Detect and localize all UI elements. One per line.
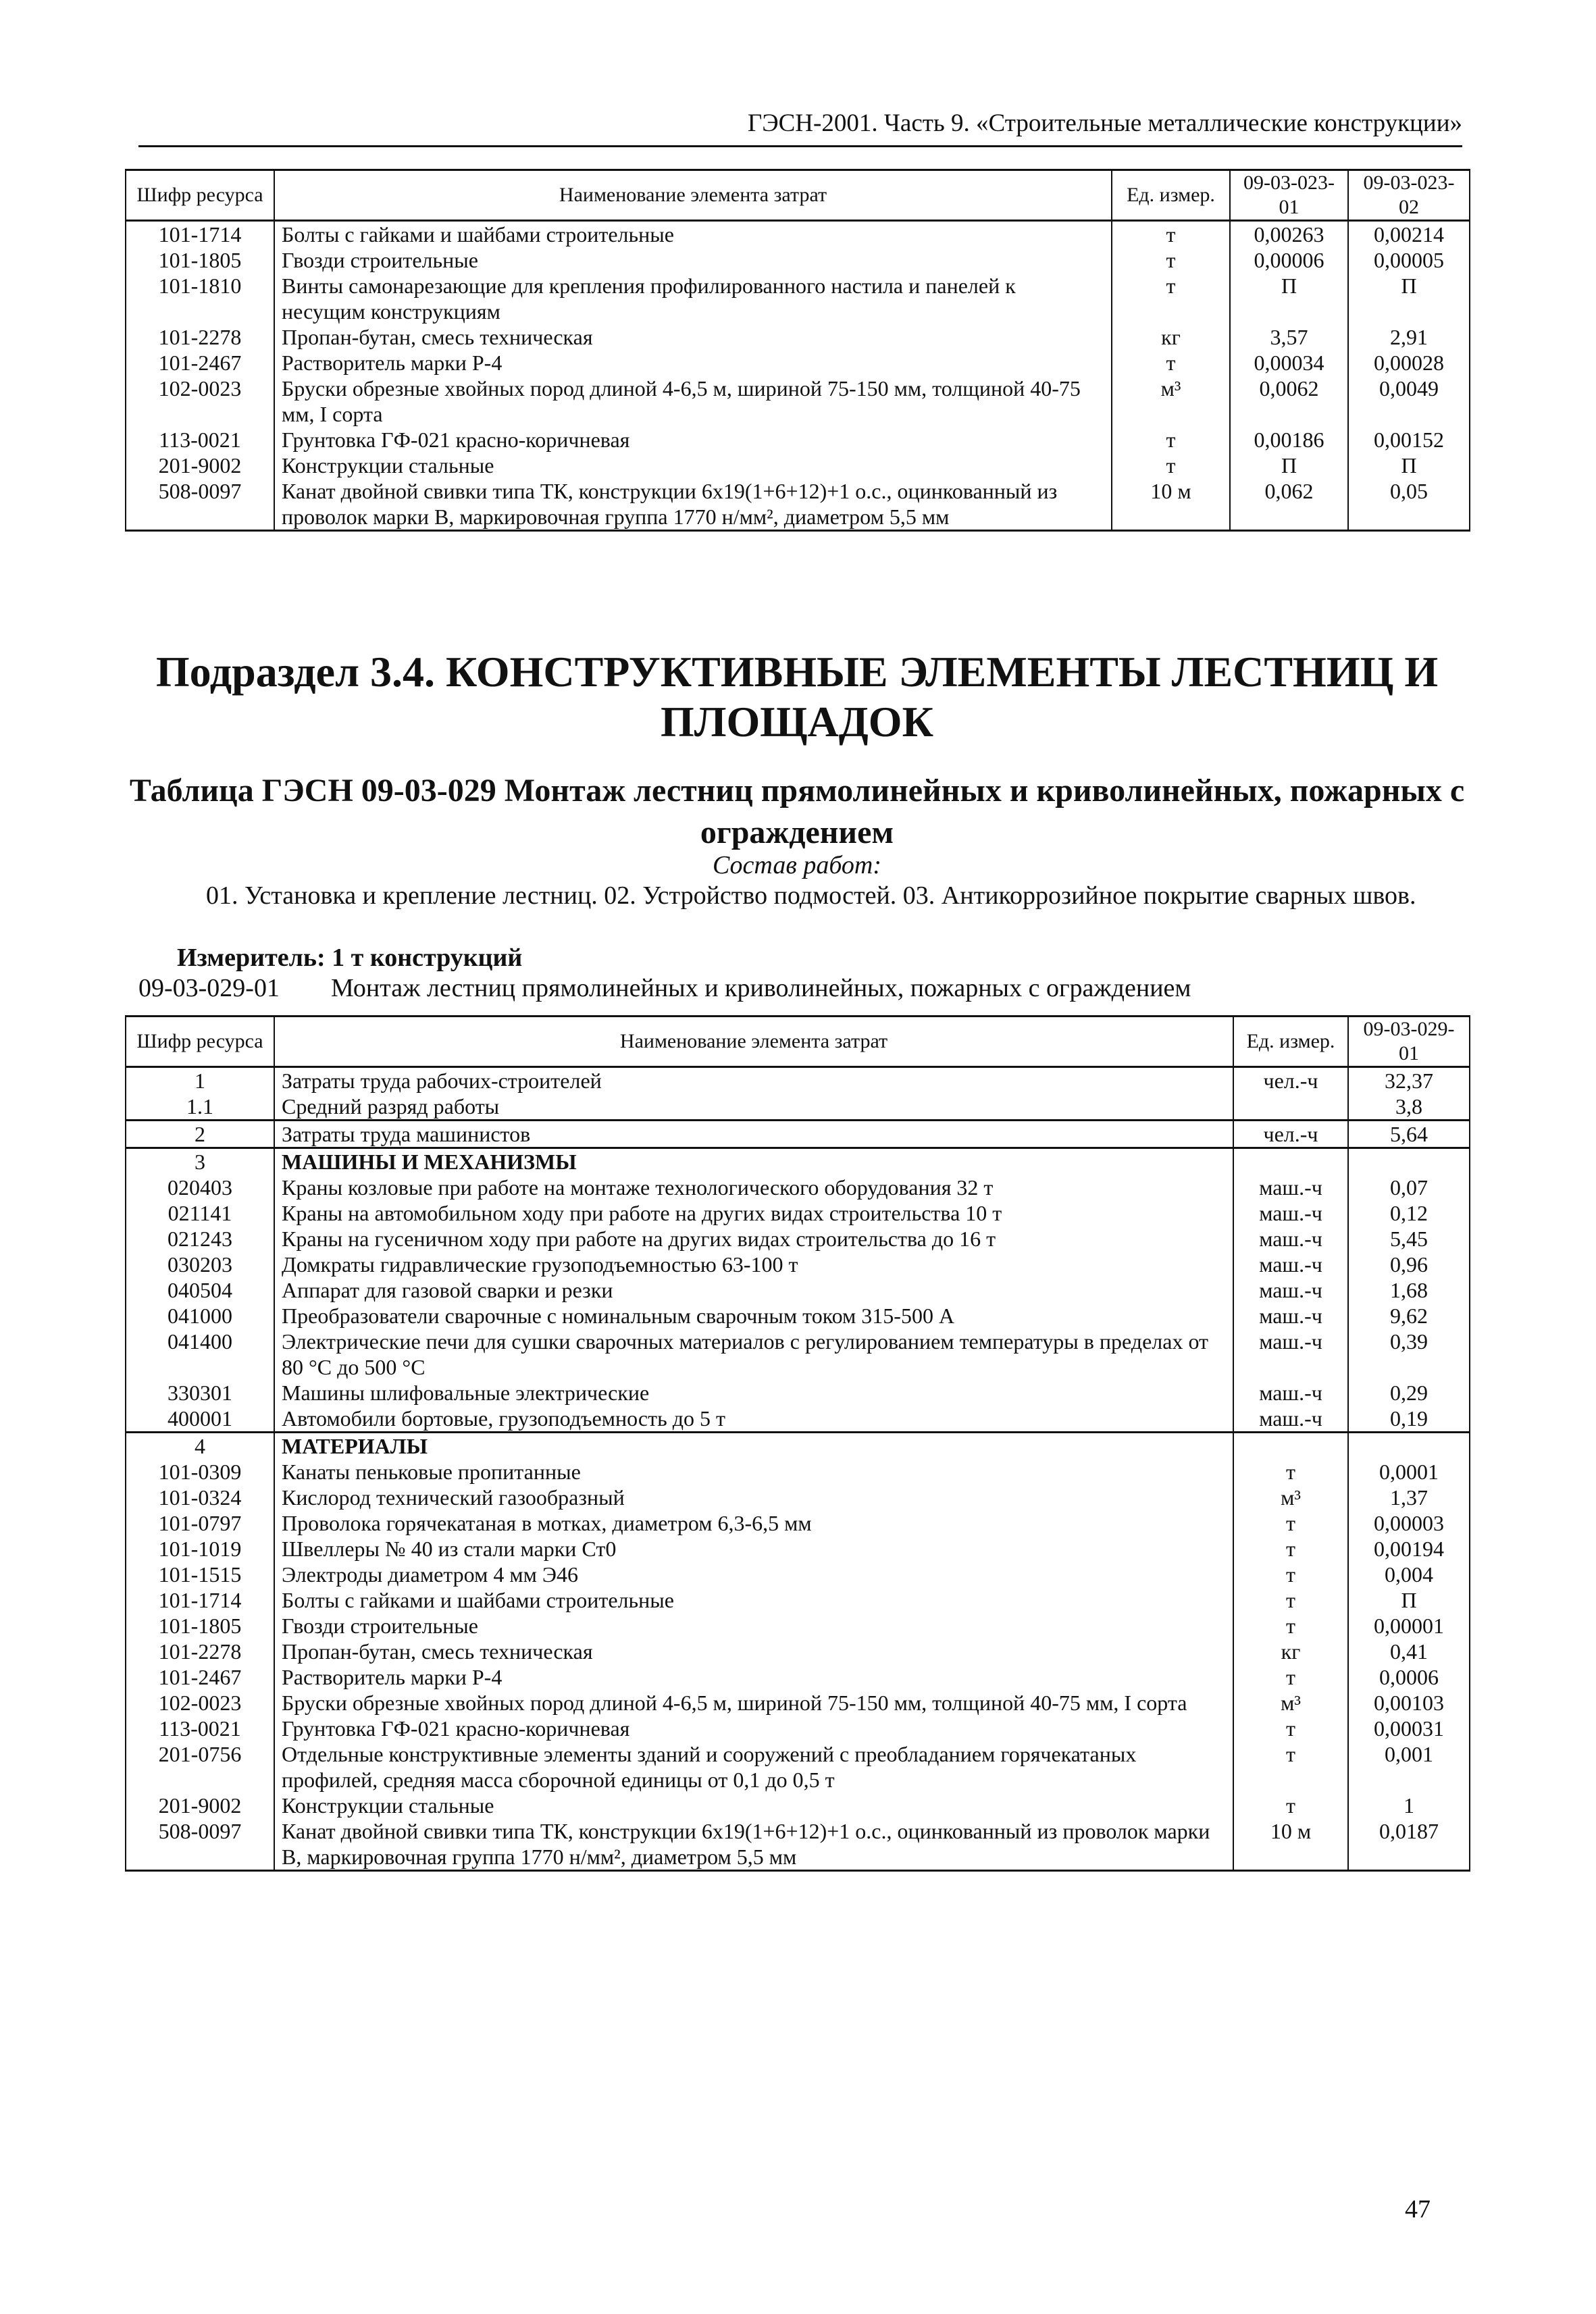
table-row: [126, 1148, 1470, 1175]
table-row: [126, 247, 1470, 273]
cell-name: Болты с гайками и шайбами строительные: [274, 221, 1112, 248]
cell-name: Грунтовка ГФ-021 красно-коричневая: [274, 427, 1112, 453]
col-header-code: Шифр ресурса: [126, 170, 274, 221]
cell-v1: 0,0187: [1348, 1818, 1470, 1871]
cell-unit: т: [1112, 427, 1230, 453]
cell-v1: 0,39: [1348, 1329, 1470, 1380]
cell-unit: т: [1233, 1587, 1348, 1613]
cell-code: 101-2278: [126, 1639, 274, 1664]
cell-unit: маш.-ч: [1233, 1329, 1348, 1380]
cell-unit: т: [1112, 273, 1230, 324]
cell-unit: м³: [1233, 1485, 1348, 1510]
table-row: [126, 350, 1470, 376]
table-row: [126, 324, 1470, 350]
cell-unit: т: [1233, 1510, 1348, 1536]
cell-v1: 0,07: [1348, 1175, 1470, 1200]
cell-name: Грунтовка ГФ-021 красно-коричневая: [274, 1716, 1233, 1741]
cell-name: Пропан-бутан, смесь техническая: [274, 1639, 1233, 1664]
cell-code: 101-1515: [126, 1562, 274, 1587]
cell-v1: 1,68: [1348, 1277, 1470, 1303]
cell-v1: 0,41: [1348, 1639, 1470, 1664]
cell-name: Канаты пеньковые пропитанные: [274, 1459, 1233, 1485]
cell-name: Бруски обрезные хвойных пород длиной 4-6,5 м, шириной 75-150 мм, толщиной 40-75 мм, I сорта: [274, 1690, 1233, 1716]
cell-v1: 1: [1348, 1793, 1470, 1818]
cell-name: Электроды диаметром 4 мм Э46: [274, 1562, 1233, 1587]
cell-code: 113-0021: [126, 427, 274, 453]
cell-unit: т: [1233, 1664, 1348, 1690]
cell-v1: [1348, 1433, 1470, 1460]
cell-unit: 10 м: [1112, 478, 1230, 531]
cell-unit: [1233, 1433, 1348, 1460]
cell-unit: т: [1112, 350, 1230, 376]
col-header-unit: Ед. измер.: [1233, 1017, 1348, 1067]
cell-code: 030203: [126, 1252, 274, 1277]
cell-unit: т: [1112, 221, 1230, 248]
cell-unit: кг: [1233, 1639, 1348, 1664]
cell-v2: 0,00152: [1348, 427, 1470, 453]
cell-code: 201-9002: [126, 1793, 274, 1818]
cell-name: Автомобили бортовые, грузоподъемность до 5 т: [274, 1406, 1233, 1433]
cell-v1: 0,00186: [1230, 427, 1348, 453]
cell-v1: 3,57: [1230, 324, 1348, 350]
cell-name: Затраты труда машинистов: [274, 1121, 1233, 1148]
table-row: [126, 1121, 1470, 1148]
cell-name: Пропан-бутан, смесь техническая: [274, 324, 1112, 350]
table-row: [126, 1200, 1470, 1226]
table-row: [126, 1690, 1470, 1716]
cell-v1: П: [1230, 273, 1348, 324]
cell-v1: 0,004: [1348, 1562, 1470, 1587]
table-row: [126, 1175, 1470, 1200]
cell-code: 102-0023: [126, 376, 274, 427]
cell-name: Средний разряд работы: [274, 1094, 1233, 1121]
table-row: [126, 1639, 1470, 1664]
col-header-v1: 09-03-023-01: [1230, 170, 1348, 221]
cell-v2: 0,00028: [1348, 350, 1470, 376]
cell-v1: 0,062: [1230, 478, 1348, 531]
cell-code: 020403: [126, 1175, 274, 1200]
table-row: [126, 1664, 1470, 1690]
cell-v1: 0,00103: [1348, 1690, 1470, 1716]
table-row: [126, 1818, 1470, 1871]
cell-unit: т: [1112, 453, 1230, 478]
table-title: Таблица ГЭСН 09-03-029 Монтаж лестниц прямолинейных и криволинейных, пожарных с ограждением: [129, 773, 1465, 850]
cell-name: Растворитель марки Р-4: [274, 1664, 1233, 1690]
cell-unit: т: [1112, 247, 1230, 273]
cell-unit: [1233, 1094, 1348, 1121]
col-header-name: Наименование элемента затрат: [274, 170, 1112, 221]
cell-name: Канат двойной свивки типа ТК, конструкции 6х19(1+6+12)+1 о.с., оцинкованный из проволок марки В, маркировочная группа 1770 н/мм², диаметром 5,5 мм: [274, 478, 1112, 531]
table-row: [126, 1226, 1470, 1252]
table-row: [126, 1329, 1470, 1380]
table-row: [126, 221, 1470, 248]
table-row: [126, 453, 1470, 478]
cell-v1: 0,00034: [1230, 350, 1348, 376]
work-composition-heading: Состав работ:: [712, 851, 882, 879]
col-header-name: Наименование элемента затрат: [274, 1017, 1233, 1067]
cell-unit: т: [1233, 1716, 1348, 1741]
cell-unit: м³: [1112, 376, 1230, 427]
table-row: [126, 478, 1470, 531]
cell-code: 101-1019: [126, 1536, 274, 1562]
cell-v1: 5,64: [1348, 1121, 1470, 1148]
cell-unit: т: [1233, 1459, 1348, 1485]
cell-name: МАШИНЫ И МЕХАНИЗМЫ: [274, 1148, 1233, 1175]
cell-unit: т: [1233, 1562, 1348, 1587]
subsection-title: Подраздел 3.4. КОНСТРУКТИВНЫЕ ЭЛЕМЕНТЫ ЛЕСТНИЦ И ПЛОЩАДОК: [155, 648, 1439, 746]
cell-unit: м³: [1233, 1690, 1348, 1716]
table-row: [126, 1277, 1470, 1303]
cell-code: 021141: [126, 1200, 274, 1226]
cell-v1: 0,00263: [1230, 221, 1348, 248]
table-row: [126, 1094, 1470, 1121]
col-header-code: Шифр ресурса: [126, 1017, 274, 1067]
cell-unit: [1233, 1148, 1348, 1175]
cell-name: Домкраты гидравлические грузоподъемностью 63-100 т: [274, 1252, 1233, 1277]
cell-code: 021243: [126, 1226, 274, 1252]
cell-name: Отдельные конструктивные элементы зданий и сооружений с преобладанием горячекатаных профилей, средняя масса сборочной единицы от 0,1 до 0,5 т: [274, 1741, 1233, 1793]
measure-unit: Измеритель: 1 т конструкций: [177, 944, 523, 972]
cell-v1: 0,00194: [1348, 1536, 1470, 1562]
norm-name: Монтаж лестниц прямолинейных и криволинейных, пожарных с ограждением: [331, 974, 1191, 1002]
cell-code: 101-1805: [126, 247, 274, 273]
cell-code: 201-9002: [126, 453, 274, 478]
cell-code: 201-0756: [126, 1741, 274, 1793]
table-row: [126, 1252, 1470, 1277]
table-row: [126, 1510, 1470, 1536]
table-row: [126, 1485, 1470, 1510]
cell-name: Проволока горячекатаная в мотках, диаметром 6,3-6,5 мм: [274, 1510, 1233, 1536]
table-row: [126, 1562, 1470, 1587]
table-row: [126, 1459, 1470, 1485]
cell-name: Краны на автомобильном ходу при работе на других видах строительства 10 т: [274, 1200, 1233, 1226]
cell-v1: 0,00006: [1230, 247, 1348, 273]
cell-code: 101-2278: [126, 324, 274, 350]
cell-code: 041000: [126, 1303, 274, 1329]
cell-name: Аппарат для газовой сварки и резки: [274, 1277, 1233, 1303]
cell-v2: 2,91: [1348, 324, 1470, 350]
cell-name: Бруски обрезные хвойных пород длиной 4-6,5 м, шириной 75-150 мм, толщиной 40-75 мм, I сорта: [274, 376, 1112, 427]
norm-code: 09-03-029-01: [138, 974, 280, 1002]
cell-v2: П: [1348, 453, 1470, 478]
cell-code: 1.1: [126, 1094, 274, 1121]
cell-v2: 0,05: [1348, 478, 1470, 531]
cell-code: 400001: [126, 1406, 274, 1433]
cell-v2: П: [1348, 273, 1470, 324]
cell-v1: 32,37: [1348, 1067, 1470, 1094]
cell-unit: 10 м: [1233, 1818, 1348, 1871]
cell-unit: маш.-ч: [1233, 1303, 1348, 1329]
cell-name: Швеллеры № 40 из стали марки Ст0: [274, 1536, 1233, 1562]
cell-name: Преобразователи сварочные с номинальным сварочным током 315-500 А: [274, 1303, 1233, 1329]
running-title: ГЭСН-2001. Часть 9. «Строительные металлические конструкции»: [747, 109, 1462, 137]
cell-code: 101-1805: [126, 1613, 274, 1639]
cell-unit: маш.-ч: [1233, 1226, 1348, 1252]
cell-v1: 0,00003: [1348, 1510, 1470, 1536]
cell-code: 508-0097: [126, 478, 274, 531]
cell-code: 101-0324: [126, 1485, 274, 1510]
cell-name: Гвозди строительные: [274, 247, 1112, 273]
cell-name: Конструкции стальные: [274, 453, 1112, 478]
cell-code: 102-0023: [126, 1690, 274, 1716]
cell-unit: т: [1233, 1793, 1348, 1818]
cell-name: Гвозди строительные: [274, 1613, 1233, 1639]
cell-code: 330301: [126, 1380, 274, 1406]
cell-code: 101-1714: [126, 221, 274, 248]
cell-name: Болты с гайками и шайбами строительные: [274, 1587, 1233, 1613]
table-row: [126, 1716, 1470, 1741]
cell-code: 1: [126, 1067, 274, 1094]
cell-code: 041400: [126, 1329, 274, 1380]
cell-v2: 0,00214: [1348, 221, 1470, 248]
cell-v1: 0,96: [1348, 1252, 1470, 1277]
cell-v2: 0,00005: [1348, 247, 1470, 273]
table-row: [126, 1067, 1470, 1094]
cell-name: Кислород технический газообразный: [274, 1485, 1233, 1510]
cell-v1: [1348, 1148, 1470, 1175]
table-header-row: [126, 170, 1470, 221]
table-row: [126, 376, 1470, 427]
cell-unit: маш.-ч: [1233, 1175, 1348, 1200]
cell-unit: чел.-ч: [1233, 1067, 1348, 1094]
resource-table-1: [125, 169, 1470, 532]
cell-name: Машины шлифовальные электрические: [274, 1380, 1233, 1406]
table-row: [126, 1303, 1470, 1329]
cell-code: 101-1714: [126, 1587, 274, 1613]
col-header-unit: Ед. измер.: [1112, 170, 1230, 221]
table-row: [126, 427, 1470, 453]
table-row: [126, 1793, 1470, 1818]
cell-name: Винты самонарезающие для крепления профилированного настила и панелей к несущим конструкциям: [274, 273, 1112, 324]
cell-name: Конструкции стальные: [274, 1793, 1233, 1818]
cell-v1: П: [1348, 1587, 1470, 1613]
col-header-v2: 09-03-023-02: [1348, 170, 1470, 221]
table-row: [126, 1741, 1470, 1793]
cell-unit: кг: [1112, 324, 1230, 350]
cell-v1: 0,12: [1348, 1200, 1470, 1226]
running-header: [138, 107, 1462, 147]
cell-name: Краны козловые при работе на монтаже технологического оборудования 32 т: [274, 1175, 1233, 1200]
cell-unit: т: [1233, 1741, 1348, 1793]
work-composition-text: 01. Установка и крепление лестниц. 02. Устройство подмостей. 03. Антикоррозийное покрытие сварных швов.: [206, 881, 1416, 910]
cell-code: 113-0021: [126, 1716, 274, 1741]
table-row: [126, 1406, 1470, 1433]
cell-code: 101-1810: [126, 273, 274, 324]
cell-unit: маш.-ч: [1233, 1406, 1348, 1433]
cell-v1: 0,0001: [1348, 1459, 1470, 1485]
cell-code: 101-0797: [126, 1510, 274, 1536]
table-row: [126, 273, 1470, 324]
cell-unit: т: [1233, 1536, 1348, 1562]
cell-code: 101-0309: [126, 1459, 274, 1485]
cell-v1: 0,001: [1348, 1741, 1470, 1793]
cell-unit: маш.-ч: [1233, 1200, 1348, 1226]
cell-v1: 0,29: [1348, 1380, 1470, 1406]
cell-code: 101-2467: [126, 350, 274, 376]
cell-unit: чел.-ч: [1233, 1121, 1348, 1148]
cell-code: 101-2467: [126, 1664, 274, 1690]
cell-v1: 9,62: [1348, 1303, 1470, 1329]
norm-line: [138, 973, 1462, 1004]
table-row: [126, 1536, 1470, 1562]
cell-v1: 0,19: [1348, 1406, 1470, 1433]
page-number: 47: [1405, 2195, 1431, 2223]
cell-v1: 1,37: [1348, 1485, 1470, 1510]
cell-v1: 0,0062: [1230, 376, 1348, 427]
cell-unit: маш.-ч: [1233, 1252, 1348, 1277]
cell-unit: маш.-ч: [1233, 1380, 1348, 1406]
table-row: [126, 1380, 1470, 1406]
cell-code: 2: [126, 1121, 274, 1148]
cell-code: 040504: [126, 1277, 274, 1303]
cell-name: МАТЕРИАЛЫ: [274, 1433, 1233, 1460]
cell-v1: 0,0006: [1348, 1664, 1470, 1690]
cell-v1: 3,8: [1348, 1094, 1470, 1121]
table-row: [126, 1433, 1470, 1460]
table-header-row: [126, 1017, 1470, 1067]
resource-table-2: [125, 1015, 1470, 1872]
table-row: [126, 1613, 1470, 1639]
cell-name: Канат двойной свивки типа ТК, конструкции 6х19(1+6+12)+1 о.с., оцинкованный из проволок марки В, маркировочная группа 1770 н/мм², диаметром 5,5 мм: [274, 1818, 1233, 1871]
cell-code: 508-0097: [126, 1818, 274, 1871]
cell-name: Электрические печи для сушки сварочных материалов с регулированием температуры в пределах от 80 °С до 500 °С: [274, 1329, 1233, 1380]
cell-v1: П: [1230, 453, 1348, 478]
cell-v1: 5,45: [1348, 1226, 1470, 1252]
table-row: [126, 1587, 1470, 1613]
cell-name: Краны на гусеничном ходу при работе на других видах строительства до 16 т: [274, 1226, 1233, 1252]
cell-v1: 0,00031: [1348, 1716, 1470, 1741]
col-header-v1: 09-03-029-01: [1348, 1017, 1470, 1067]
cell-unit: т: [1233, 1613, 1348, 1639]
cell-unit: маш.-ч: [1233, 1277, 1348, 1303]
cell-v2: 0,0049: [1348, 376, 1470, 427]
cell-v1: 0,00001: [1348, 1613, 1470, 1639]
cell-name: Растворитель марки Р-4: [274, 350, 1112, 376]
cell-code: 4: [126, 1433, 274, 1460]
cell-name: Затраты труда рабочих-строителей: [274, 1067, 1233, 1094]
cell-code: 3: [126, 1148, 274, 1175]
